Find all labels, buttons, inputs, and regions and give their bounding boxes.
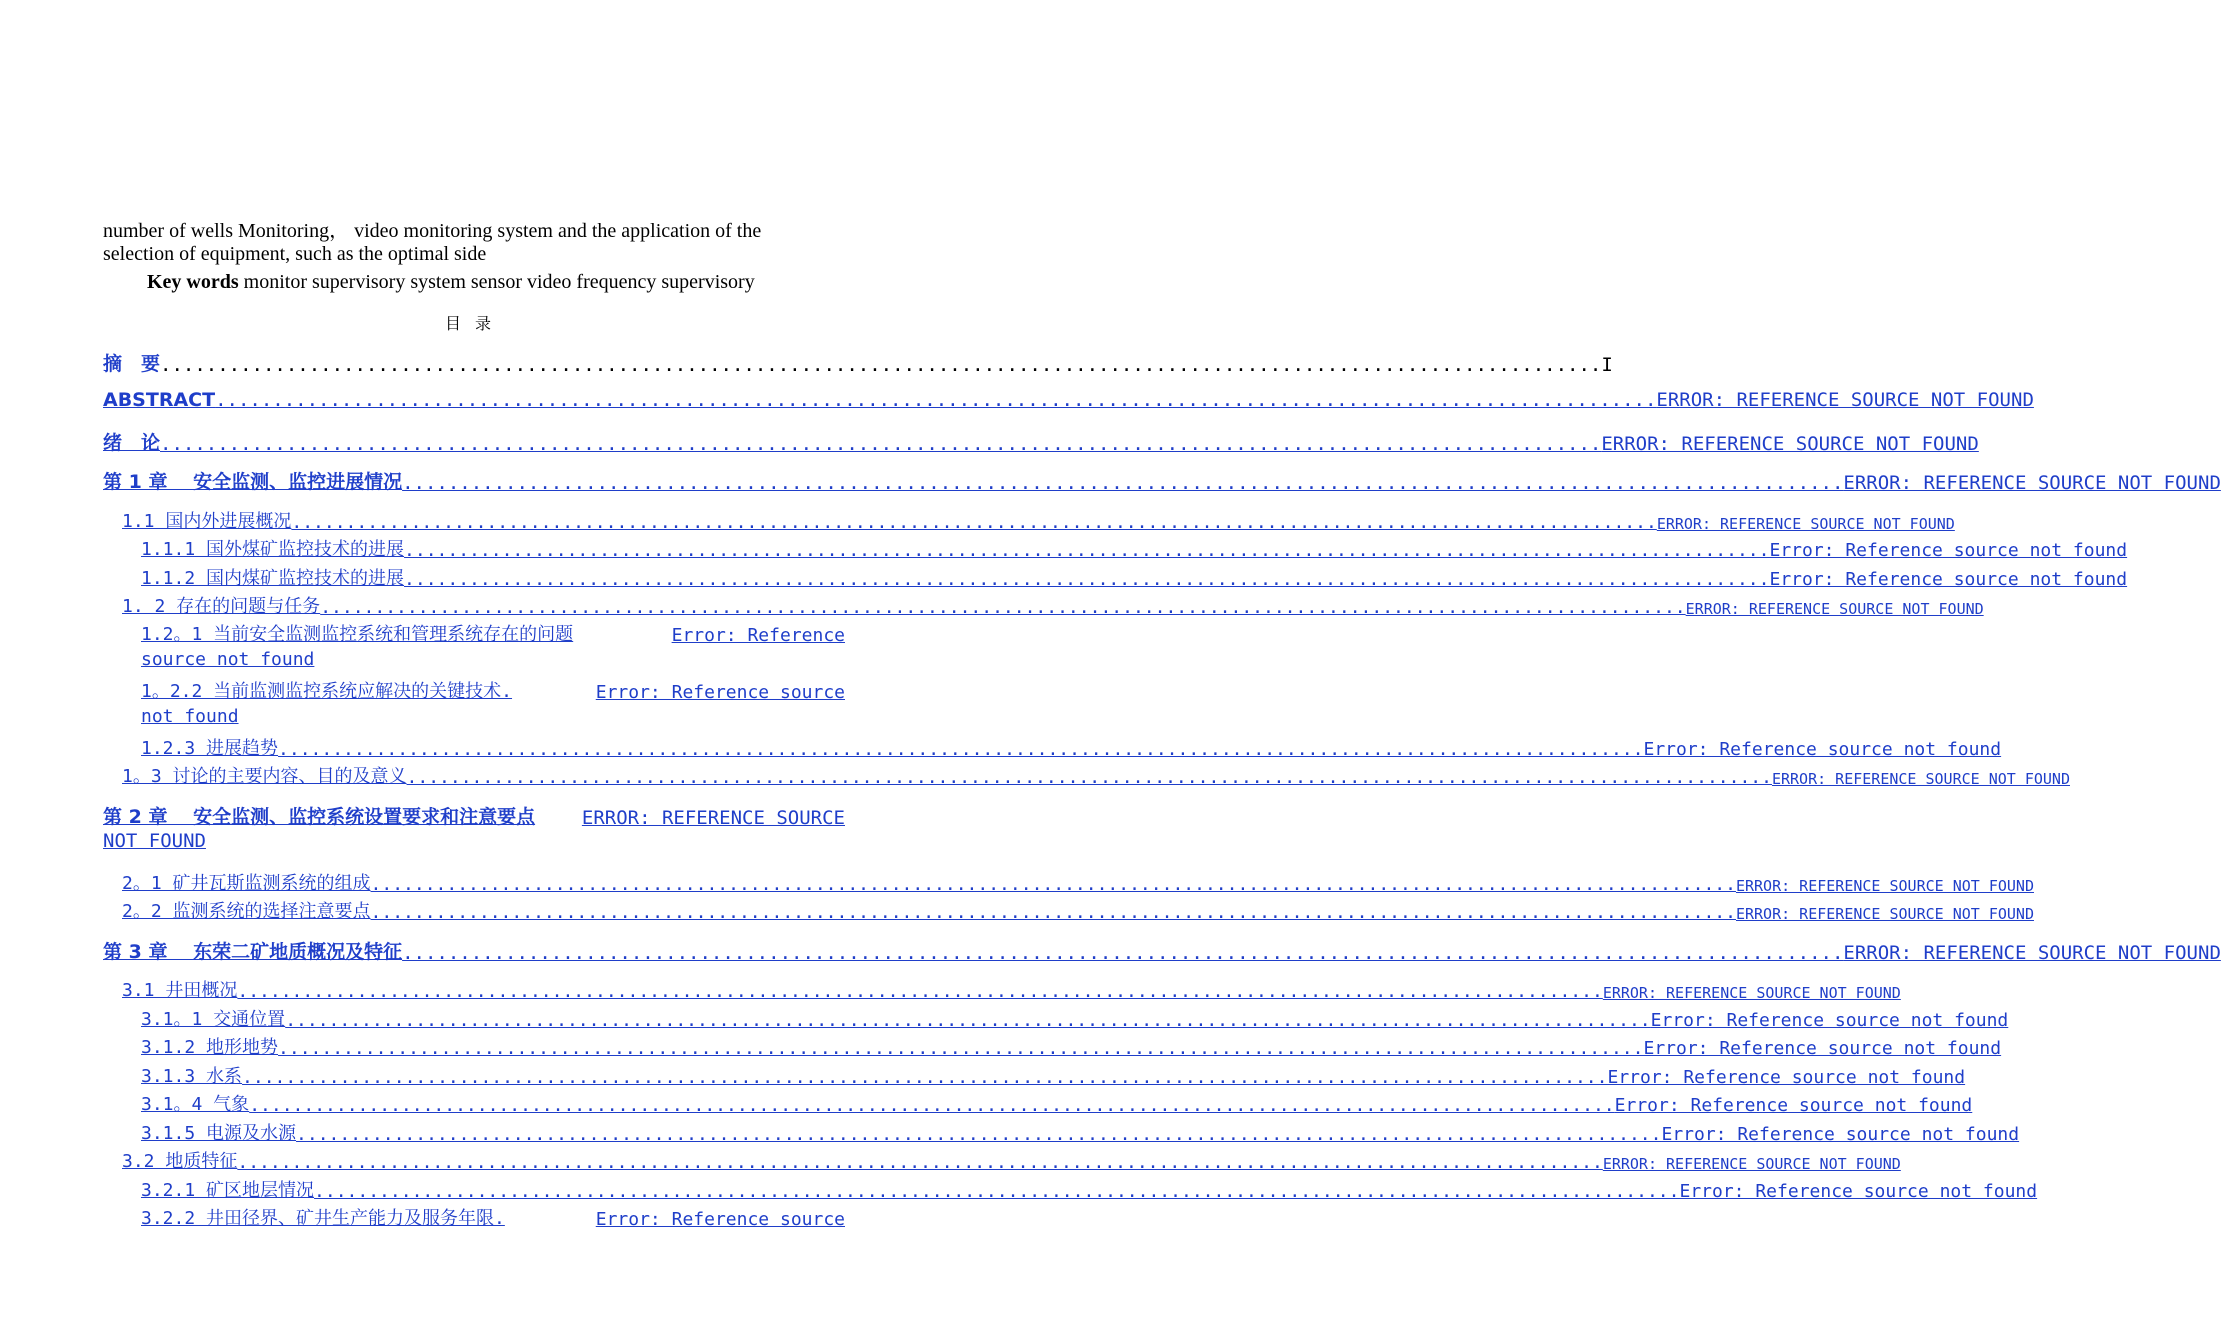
toc-entry-chapter-3[interactable]: [103, 937, 2221, 964]
toc-entry-abstract-cn[interactable]: [103, 349, 1613, 376]
keywords-label: Key words: [147, 271, 239, 293]
toc-leader: ..............................................................................................................................: [160, 354, 1602, 376]
toc-page: ERROR: REFERENCE SOURCE NOT FOUND: [1602, 984, 1901, 1002]
toc-page: Error: Reference source not found: [1679, 1181, 2038, 1202]
toc-entry-3-1-3[interactable]: [141, 1062, 1966, 1088]
toc-page: ERROR: REFERENCE SOURCE NOT FOUND: [1735, 877, 2034, 895]
abstract-line-1: number of wells Monitoring， video monitoring system and the application of the: [103, 220, 762, 242]
toc-label: 第 2 章 安全监测、监控系统设置要求和注意要点: [103, 806, 536, 828]
toc-label: 第 1 章 安全监测、监控进展情况: [103, 471, 403, 493]
abstract-line-2: selection of equipment, such as the optimal side: [103, 243, 487, 265]
toc-leader: ..............................................................................................................................: [215, 389, 1657, 411]
toc-label: 1.2。1 当前安全监测监控系统和管理系统存在的问题: [141, 624, 574, 645]
toc-entry-chapter-1[interactable]: [103, 467, 2221, 494]
toc-label: 1.1 国内外进展概况: [122, 511, 292, 532]
toc-entry-1-2-1-cont[interactable]: source not found: [141, 649, 315, 670]
toc-label: 1.2.3 进展趋势: [141, 738, 279, 759]
toc-entry-3-1-4[interactable]: [141, 1090, 1973, 1116]
toc-page: Error: Reference: [671, 625, 845, 646]
toc-page: Error: Reference source not found: [1643, 1038, 2002, 1059]
toc-entry-1-1-2[interactable]: [141, 564, 2128, 590]
toc-label: 1.1.1 国外煤矿监控技术的进展: [141, 539, 405, 560]
toc-page: Error: Reference source not found: [1614, 1095, 1973, 1116]
toc-leader: ..............................................................................................................................: [406, 767, 1772, 788]
keywords-line: [147, 271, 892, 294]
toc-page: I: [1601, 354, 1613, 376]
toc-entry-chapter-2-cont[interactable]: NOT FOUND: [103, 830, 206, 852]
toc-label: 绪 论: [103, 432, 161, 454]
toc-leader: ..............................................................................................................................: [370, 902, 1736, 923]
toc-entry-introduction[interactable]: [103, 428, 1979, 455]
toc-leader: ..............................................................................................................................: [402, 472, 1844, 494]
toc-entry-chapter-2[interactable]: [103, 802, 845, 829]
toc-entry-3-1[interactable]: [122, 976, 1901, 1002]
toc-entry-3-1-1[interactable]: [141, 1005, 2009, 1031]
toc-page: Error: Reference source not found: [1661, 1124, 2020, 1145]
toc-page: ERROR: REFERENCE SOURCE NOT FOUND: [1735, 905, 2034, 923]
keywords-text: monitor supervisory system sensor video frequency supervisory: [238, 271, 755, 293]
toc-page: ERROR: REFERENCE SOURCE NOT FOUND: [1602, 1155, 1901, 1173]
toc-entry-3-2-2[interactable]: [141, 1204, 845, 1230]
toc-label: 1. 2 存在的问题与任务: [122, 596, 321, 617]
toc-leader: ..............................................................................................................................: [285, 1010, 1651, 1031]
toc-leader: ..............................................................................................................................: [278, 739, 1644, 760]
toc-entry-2-1[interactable]: [122, 869, 2034, 895]
toc-entry-1-1[interactable]: [122, 507, 1955, 533]
toc-entry-1-2-2-cont[interactable]: not found: [141, 706, 239, 727]
toc-label: 3.1。4 气象: [141, 1094, 250, 1115]
toc-label: 2。1 矿井瓦斯监测系统的组成: [122, 873, 371, 894]
toc-entry-3-1-2[interactable]: [141, 1033, 2002, 1059]
toc-label: 3.1.3 水系: [141, 1066, 243, 1087]
toc-label: 3.2.2 井田径界、矿井生产能力及服务年限.: [141, 1208, 505, 1229]
toc-entry-3-2-1[interactable]: [141, 1176, 2038, 1202]
toc-page: ERROR: REFERENCE SOURCE NOT FOUND: [1771, 770, 2070, 788]
toc-leader: ..............................................................................................................................: [249, 1095, 1615, 1116]
toc-entry-abstract-en[interactable]: [103, 389, 2034, 411]
toc-title: 目录: [444, 314, 505, 333]
toc-page: Error: Reference source not found: [1769, 540, 2128, 561]
toc-entry-2-2[interactable]: [122, 897, 2034, 923]
toc-page: Error: Reference source not found: [1650, 1010, 2009, 1031]
toc-page: ERROR: REFERENCE SOURCE NOT FOUND: [1685, 600, 1984, 618]
toc-leader: ..............................................................................................................................: [242, 1067, 1608, 1088]
toc-leader: ..............................................................................................................................: [278, 1038, 1644, 1059]
toc-entry-1-2[interactable]: [122, 592, 1984, 618]
toc-entry-1-3[interactable]: [122, 762, 2070, 788]
toc-leader: ..............................................................................................................................: [404, 569, 1770, 590]
toc-entry-1-2-1[interactable]: [141, 620, 845, 646]
toc-leader: ..............................................................................................................................: [370, 874, 1736, 895]
toc-entry-1-2-2[interactable]: [141, 677, 845, 703]
toc-label: 3.2.1 矿区地层情况: [141, 1180, 315, 1201]
toc-page: ERROR: REFERENCE SOURCE NOT FOUND: [1656, 515, 1955, 533]
toc-leader: ..............................................................................................................................: [402, 942, 1844, 964]
toc-entry-3-2[interactable]: [122, 1147, 1901, 1173]
toc-label: 第 3 章 东荣二矿地质概况及特征: [103, 941, 403, 963]
toc-label: 3.2 地质特征: [122, 1151, 238, 1172]
toc-leader: ..............................................................................................................................: [237, 981, 1603, 1002]
toc-label: 1.1.2 国内煤矿监控技术的进展: [141, 568, 405, 589]
toc-label: 摘 要: [103, 353, 161, 375]
toc-leader: ..............................................................................................................................: [404, 540, 1770, 561]
toc-label: 3.1。1 交通位置: [141, 1009, 286, 1030]
toc-page: Error: Reference source not found: [1607, 1067, 1966, 1088]
toc-page: ERROR: REFERENCE SOURCE NOT FOUND: [1843, 942, 2221, 964]
toc-leader: ..............................................................................................................................: [291, 512, 1657, 533]
toc-label: 3.1 井田概况: [122, 980, 238, 1001]
toc-label: 2。2 监测系统的选择注意要点: [122, 901, 371, 922]
toc-page: ERROR: REFERENCE SOURCE NOT FOUND: [1601, 433, 1979, 455]
toc-page: Error: Reference source: [595, 1209, 845, 1230]
toc-page: Error: Reference source: [595, 682, 845, 703]
toc-label: 1。3 讨论的主要内容、目的及意义: [122, 766, 407, 787]
toc-page: Error: Reference source not found: [1769, 569, 2128, 590]
toc-label: 3.1.5 电源及水源: [141, 1123, 297, 1144]
toc-page: ERROR: REFERENCE SOURCE NOT FOUND: [1843, 472, 2221, 494]
toc-page: Error: Reference source not found: [1643, 739, 2002, 760]
toc-leader: ..............................................................................................................................: [320, 597, 1686, 618]
toc-entry-1-1-1[interactable]: [141, 535, 2128, 561]
toc-page: ERROR: REFERENCE SOURCE NOT FOUND: [1656, 389, 2034, 411]
toc-leader: ..............................................................................................................................: [237, 1152, 1603, 1173]
toc-leader: ..............................................................................................................................: [160, 433, 1602, 455]
toc-label: ABSTRACT: [103, 389, 216, 411]
toc-leader: ..............................................................................................................................: [314, 1181, 1680, 1202]
toc-page: ERROR: REFERENCE SOURCE: [581, 807, 845, 829]
toc-entry-3-1-5[interactable]: [141, 1119, 2020, 1145]
toc-label: 3.1.2 地形地势: [141, 1037, 279, 1058]
toc-label: 1。2.2 当前监测监控系统应解决的关键技术.: [141, 681, 513, 702]
toc-entry-1-2-3[interactable]: [141, 734, 2002, 760]
toc-leader: ..............................................................................................................................: [296, 1124, 1662, 1145]
